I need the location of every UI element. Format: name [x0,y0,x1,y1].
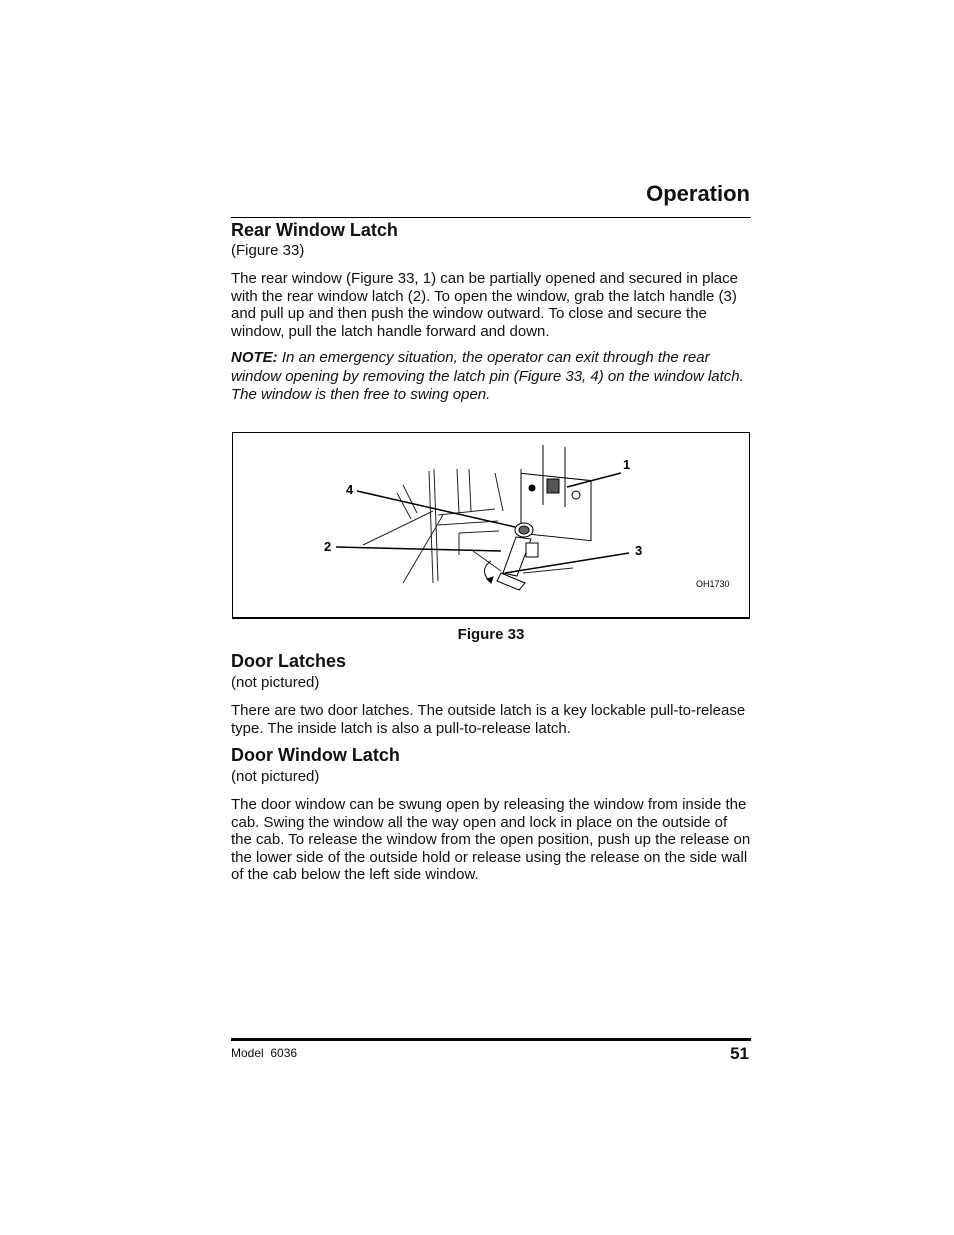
page-number: 51 [730,1044,749,1063]
callout-2: 2 [324,539,332,554]
figure-33 [232,432,750,619]
callout-3: 3 [635,543,643,558]
door-window-ref: (not pictured) [231,768,320,785]
footer-model: Model 6036 [231,1046,298,1060]
rear-window-heading: Rear Window Latch [231,220,398,240]
rear-window-figure-ref: (Figure 33) [231,242,305,259]
header-rule [231,217,751,218]
footer-rule [231,1038,751,1041]
door-latches-heading: Door Latches [231,651,347,671]
rear-window-latch-illustration [233,433,749,617]
door-window-body: The door window can be swung open by releasing the window from inside the cab. Swing the window all the way open and lock in place on the outside of the cab. To release the window from the open position, push up the release on the lower side of the outside hold or release using the release on the side wall of the cab below the left side window. [231,796,751,883]
callout-1: 1 [623,457,631,472]
rear-window-body: The rear window (Figure 33, 1) can be partially opened and secured in place with the rear window latch (2). To open the window, grab the latch handle (3) and pull up and then push the window outward. To close and secure the window, pull the latch handle forward and down. [231,270,738,340]
callout-4: 4 [346,482,354,497]
figure-code: OH1730 [696,579,730,589]
note-text: In an emergency situation, the operator can exit through the rear window opening by removing the latch pin (Figure 33, 4) on the window latch. The window is then free to swing open. [231,349,744,403]
rear-window-note [231,349,751,405]
door-window-heading: Door Window Latch [231,745,400,765]
section-title: Operation [646,181,750,206]
door-latches-ref: (not pictured) [231,674,320,691]
note-label: NOTE: [231,349,278,366]
window-frame [363,469,573,583]
latch-handle [484,523,538,590]
door-latches-body: There are two door latches. The outside latch is a key lockable pull-to-release type. The inside latch is also a pull-to-release latch. [231,702,746,737]
figure-caption: Figure 33 [457,626,525,643]
